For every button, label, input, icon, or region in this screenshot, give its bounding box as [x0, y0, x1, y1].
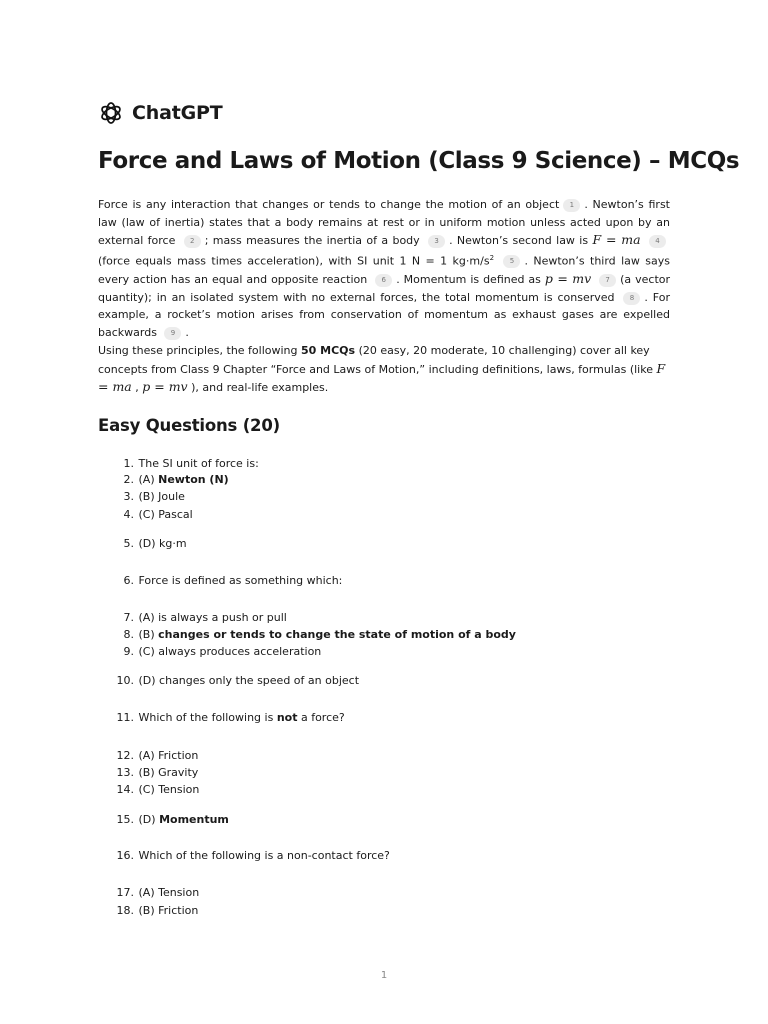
intro-text: (force equals mass times acceleration), with SI unit 1 N = 1 kg·m/s	[98, 254, 490, 268]
item-text: (C) Tension	[138, 783, 200, 796]
item-text: (C) Pascal	[138, 508, 193, 521]
item-number: 7.	[123, 611, 134, 624]
list-item	[98, 490, 538, 504]
list-item	[98, 766, 538, 780]
item-text: (B) Friction	[138, 904, 199, 917]
citation-badge[interactable]: 8	[623, 292, 640, 305]
intro-text: . For example, a rocket’s motion arises from conservation of momentum as exhaust gases are expelled backwards	[98, 290, 670, 339]
item-number: 1.	[123, 457, 134, 470]
item-number: 2.	[123, 473, 134, 486]
intro-text: . Newton’s second law is	[449, 234, 589, 248]
item-number: 9.	[123, 645, 134, 658]
item-number: 18.	[116, 904, 134, 917]
item-text: Which of the following is	[138, 711, 277, 724]
formula-force: F = ma	[98, 360, 666, 395]
item-bold: changes or tends to change the state of motion of a body	[158, 628, 516, 641]
summary-sep: ,	[135, 381, 139, 395]
item-text: Which of the following is a non-contact force?	[138, 849, 390, 862]
summary-bold: 50 MCQs	[301, 344, 356, 357]
item-text: (A) Friction	[138, 749, 199, 762]
intro-text: . Newton’s third law says every action has an equal and opposite reaction	[98, 254, 670, 287]
item-number: 15.	[116, 813, 134, 826]
intro-text: . Newton’s first law (law of inertia) states that a body remains at rest or in uniform motion unless acted upon by an external force	[98, 198, 670, 248]
list-item	[98, 537, 538, 551]
intro-text: . Momentum is defined as	[396, 273, 541, 287]
item-number: 4.	[123, 508, 134, 521]
item-bold: Momentum	[159, 813, 229, 826]
list-item	[98, 783, 538, 797]
list-item	[98, 508, 538, 522]
item-number: 5.	[123, 537, 134, 550]
summary-text: (20 easy, 20 moderate, 10 challenging) cover all key concepts from Class 9 Chapter “Force and Laws of Motion,” including definitions, laws, formulas (like	[98, 344, 653, 376]
item-text: Force is defined as something which:	[138, 574, 343, 587]
item-number: 3.	[123, 490, 134, 503]
item-number: 12.	[116, 749, 134, 762]
intro-text: .	[185, 325, 189, 339]
list-item	[98, 711, 538, 725]
item-text: (C) always produces acceleration	[138, 645, 322, 658]
item-bold: not	[276, 711, 298, 724]
item-number: 6.	[123, 574, 134, 587]
citation-badge[interactable]: 2	[184, 235, 201, 248]
citation-badge[interactable]: 9	[164, 327, 181, 340]
item-number: 16.	[116, 849, 134, 862]
list-item	[98, 886, 538, 900]
brand-header	[98, 100, 222, 126]
item-number: 8.	[123, 628, 134, 641]
intro-text: ; mass measures the inertia of a body	[204, 234, 420, 248]
item-text: The SI unit of force is:	[138, 457, 259, 470]
summary-text: Using these principles, the following	[98, 344, 298, 357]
list-item	[98, 611, 538, 625]
citation-badge[interactable]: 1	[563, 199, 580, 212]
page-number: 1	[380, 970, 388, 981]
list-item	[98, 457, 538, 471]
list-item	[98, 849, 538, 863]
item-text: (B) Joule	[138, 490, 185, 503]
list-item	[98, 749, 538, 763]
item-bold: Newton (N)	[158, 473, 229, 486]
section-heading: Easy Questions (20)	[98, 416, 280, 435]
summary-paragraph	[98, 342, 670, 397]
list-item	[98, 628, 538, 642]
citation-badge[interactable]: 6	[375, 274, 392, 287]
item-text: (D) changes only the speed of an object	[138, 674, 360, 687]
item-text: (D)	[138, 813, 160, 826]
item-number: 10.	[116, 674, 134, 687]
item-text: (A) Tension	[138, 886, 200, 899]
item-number: 17.	[116, 886, 134, 899]
item-text: (B) Gravity	[138, 766, 199, 779]
item-text: (A)	[138, 473, 159, 486]
summary-text: ), and real-life examples.	[191, 381, 329, 395]
intro-text: Force is any interaction that changes or tends to change the motion of an object	[98, 198, 560, 211]
item-after: a force?	[297, 711, 345, 724]
formula-momentum: p = mv	[544, 271, 592, 287]
list-item	[98, 645, 538, 659]
list-item	[98, 813, 538, 827]
citation-badge[interactable]: 3	[428, 235, 445, 248]
list-item	[98, 904, 538, 918]
item-number: 14.	[116, 783, 134, 796]
formula-momentum: p = mv	[142, 379, 188, 395]
item-text: (A) is always a push or pull	[138, 611, 287, 624]
list-item	[98, 674, 538, 688]
brand-name: ChatGPT	[132, 102, 223, 124]
openai-logo-icon	[98, 100, 124, 126]
item-number: 13.	[116, 766, 134, 779]
superscript: 2	[489, 253, 495, 262]
formula-force: F = ma	[592, 232, 641, 248]
item-number: 11.	[116, 711, 134, 724]
item-text: (D) kg·m	[138, 537, 187, 550]
list-item	[98, 473, 538, 487]
page-title: Force and Laws of Motion (Class 9 Science) – MCQs	[98, 148, 740, 174]
citation-badge[interactable]: 5	[503, 255, 520, 268]
intro-paragraph	[98, 196, 670, 341]
citation-badge[interactable]: 4	[649, 235, 666, 248]
citation-badge[interactable]: 7	[599, 274, 616, 287]
item-text: (B)	[138, 628, 159, 641]
intro-text: (a vector quantity); in an isolated system with no external forces, the total momentum is conserved	[98, 273, 671, 304]
list-item	[98, 574, 538, 588]
